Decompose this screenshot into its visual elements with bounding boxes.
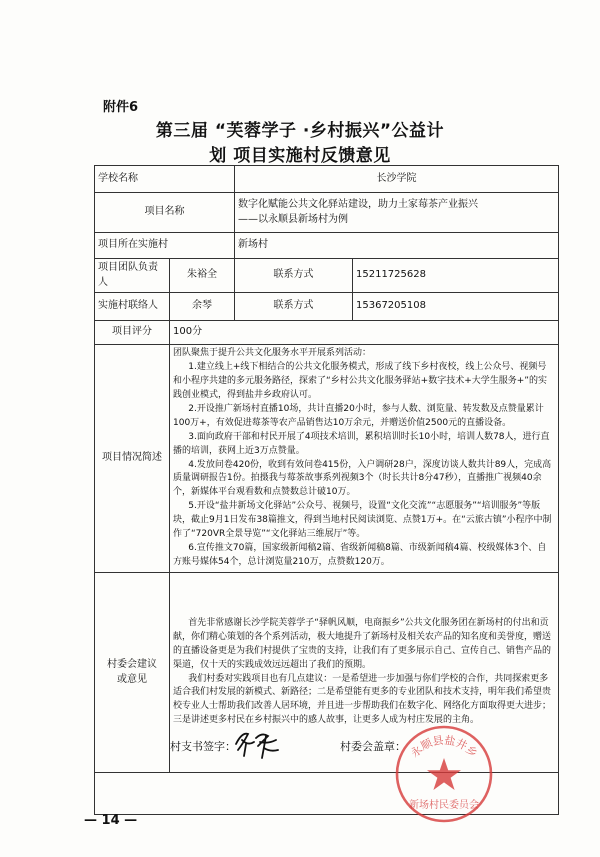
liaison-label: 实施村联络人: [95, 293, 170, 321]
document-title-line1: 第三届 “芙蓉学子 ·乡村振兴”公益计: [155, 121, 445, 141]
leader-phone: 15211725628: [353, 259, 559, 293]
committee-stamp-label: 村委会盖章：: [340, 740, 406, 753]
row-situation: [95, 345, 559, 573]
row-project: [95, 193, 559, 233]
project-value-line2: ——以永顺县新场村为例: [238, 213, 348, 225]
situation-paragraph: 6.宣传推文70篇，国家级新闻稿2篇、省级新闻稿8篇、市级新闻稿4篇、校级媒体3个、自方账号媒体54个，总计浏览量210万，点赞数120万。: [173, 543, 547, 568]
situation-paragraph: 2.开设推广新场村直播10场，共计直播20小时，参与人数、浏览量、转发数及点赞量累计100万+，有效促进莓茶等农产品销售达10万余元，并赠送价值2500元的直播设备。: [173, 403, 544, 428]
row-score: [95, 321, 559, 345]
signature-stroke: [236, 734, 278, 758]
village-value: 新场村: [235, 233, 559, 259]
situation-paragraph: 1.建立线上+线下相结合的公共文化服务模式，形成了线下乡村夜校，线上公众号、视频号和小程序共建的多元服务路径，探索了“乡村公共文化服务驿站+数字技术+大学生服务+”的实践创业模式，得到盐井乡政府认可。: [173, 361, 547, 400]
document-title-line2: 划 项目实施村反馈意见: [209, 146, 391, 166]
project-label: 项目名称: [95, 193, 235, 233]
opinion-label-line1: 村委会建议: [107, 659, 157, 670]
village-committee-seal: [392, 722, 496, 826]
opinion-paragraph: 我们村委对实践项目也有几点建议：一是希望进一步加强与你们学校的合作，共同探索更多适合我们村发展的新模式、新路径；二是希望能有更多的专业团队和技术支持，明年我们希望贵校专业人士帮助我们改善人居环境，并且进一步帮助我们在数字化、网络化方面取得更大进步；三是讲述更多村民在乡村振兴中的感人故事，让更多人成为村庄发展的主角。: [173, 673, 552, 726]
school-label: 学校名称: [95, 166, 235, 193]
page-number: — 14 —: [84, 813, 138, 828]
situation-paragraph: 团队聚焦于提升公共文化服务水平开展系列活动：: [173, 348, 372, 358]
opinion-label: [95, 573, 170, 773]
score-value: 100分: [170, 321, 559, 345]
leader-label: 项目团队负责人: [95, 259, 170, 293]
annex-label: 附件6: [103, 100, 139, 115]
row-school: [95, 166, 559, 193]
village-label: 项目所在实施村: [95, 233, 235, 259]
liaison-value: 余琴: [170, 293, 235, 321]
school-value: 长沙学院: [235, 166, 559, 193]
seal-arc-text: 永顺县盐井乡: [408, 733, 480, 761]
situation-paragraph: 3.面向政府干部和村民开展了4项技术培训，累积培训时长10小时，培训人数78人，进行直播的培训，获网上近3万点赞量。: [173, 431, 550, 456]
row-liaison: [95, 293, 559, 321]
situation-paragraph: 4.发放问卷420份，收到有效问卷415份，入户调研28户，深度访谈人数共计89人，完成高质量调研报告1份。拍摄我与莓茶故事系列视频3个（时长共计8分47秒），直播推广视频40余个，新媒体平台观看数和点赞数总计破10万。: [173, 459, 552, 498]
situation-label: 项目情况简述: [95, 345, 170, 573]
row-village: [95, 233, 559, 259]
leader-contact-label: 联系方式: [235, 259, 353, 293]
row-leader: [95, 259, 559, 293]
liaison-contact-label: 联系方式: [235, 293, 353, 321]
situation-paragraph: 5.开设“盐井新场文化驿站”公众号、视频号，设置“文化交流”“志愿服务”“培训服务”等版块，截止9月1日发布38篇推文，得到当地村民阅读浏览、点赞1万+。在“云旅古镇”小程序中制作了“720VR全景导览”“文化驿站三维展厅”等。: [173, 501, 552, 540]
liaison-phone: 15367205108: [353, 293, 559, 321]
seal-star: [427, 758, 461, 790]
leader-value: 朱裕全: [170, 259, 235, 293]
project-value-line1: 数字化赋能公共文化驿站建设，助力土家莓茶产业振兴: [238, 199, 478, 210]
secretary-signature: [232, 724, 284, 760]
project-value: [235, 193, 559, 233]
seal-bottom-text: 新场村民委员会: [409, 800, 479, 811]
secretary-signature-label: 村支书签字：: [170, 740, 236, 753]
opinion-label-line2: 或意见: [117, 673, 147, 685]
score-label: 项目评分: [95, 321, 170, 345]
opinion-paragraph: 首先非常感谢长沙学院芙蓉学子“驿帆风顺，电商振乡”公共文化服务团在新场村的付出和贡献，你们精心策划的各个系列活动，极大地提升了新场村及相关农产品的知名度和美誉度，赠送的直播设备更是为我们村提供了宝贵的支持，让我们有了更多展示自己、宣传自己、销售产品的渠道，仅十天的实践成效远远超出了我们的预期。: [173, 617, 552, 670]
situation-text: [170, 345, 559, 573]
feedback-form-table: [94, 165, 559, 815]
